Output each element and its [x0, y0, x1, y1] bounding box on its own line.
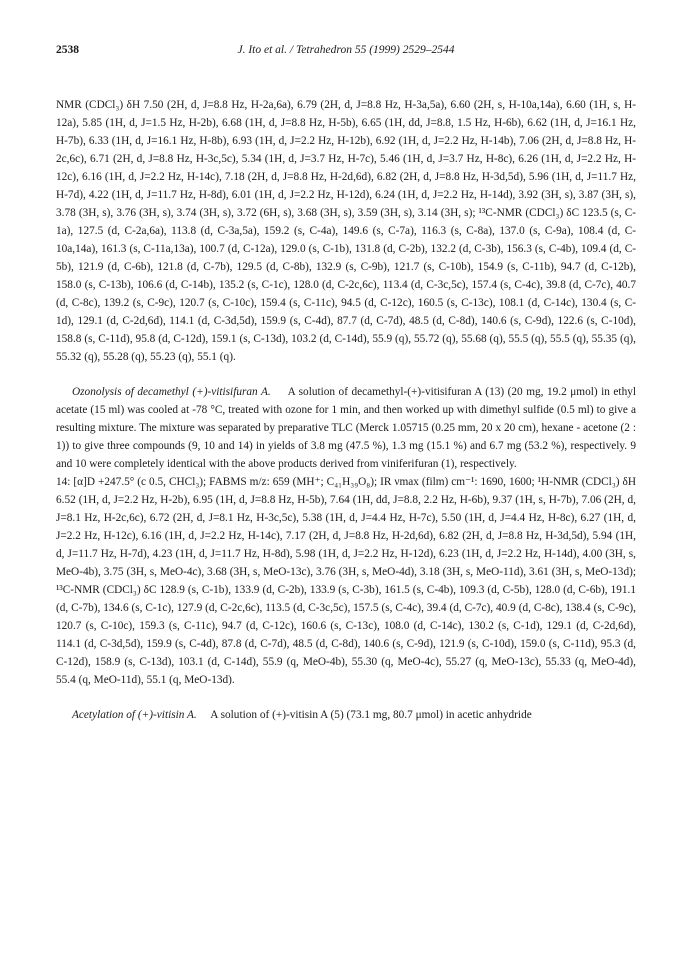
page-number: 2538: [56, 44, 79, 56]
page-header: [56, 44, 636, 60]
acetylation-text: A solution of (+)-vitisin A (5) (73.1 mg, 80.7 μmol) in acetic anhydride: [210, 709, 532, 721]
section-title-acetylation: Acetylation of (+)-vitisin A.: [72, 709, 197, 721]
ozonolysis-text: A solution of decamethyl-(+)-vitisifuran A (13) (20 mg, 19.2 μmol) in ethyl acetate (15 ml) was cooled at -78 °C, treated with ozone for 1 min, and then worked up with dimethyl sulfide (0.5 ml) to give a resulting mixture. The mixture was separated by preparative TLC (Merck 1.05715 (0.25 mm, 20 x 20 cm), hexane - acetone (2 : 1)) to give three compounds (9, 10 and 14) in yields of 3.8 mg (47.5 %), 1.3 mg (15.1 %) and 6.7 mg (53.2 %), respectively. 9 and 10 were completely identical with the above products derived from viniferifuran (1), respectively.: [56, 386, 637, 470]
ozonolysis-paragraph: [56, 383, 636, 473]
acetylation-paragraph: [56, 706, 636, 724]
nmr-data-paragraph: NMR (CDCl₃) δH 7.50 (2H, d, J=8.8 Hz, H-2a,6a), 6.79 (2H, d, J=8.8 Hz, H-3a,5a), 6.60 (2H, s, H-10a,14a), 6.60 (1H, s, H-12a), 5.85 (1H, d, J=1.5 Hz, H-2b), 6.68 (1H, d, J=8.8 Hz, H-5b), 6.65 (1H, dd, J=8.8, 1.5 Hz, H-6b), 6.62 (1H, d, J=16.1 Hz, H-7b), 6.33 (1H, d, J=16.1 Hz, H-8b), 6.93 (1H, d, J=2.2 Hz, H-12b), 6.92 (1H, d, J=2.2 Hz, H-14b), 7.06 (2H, d, J=8.8 Hz, H-2c,6c), 6.71 (2H, d, J=8.8 Hz, H-3c,5c), 5.34 (1H, d, J=3.7 Hz, H-7c), 5.46 (1H, d, J=3.7 Hz, H-8c), 6.26 (1H, d, J=2.2 Hz, H-12c), 6.16 (1H, d, J=2.2 Hz, H-14c), 7.18 (2H, d, J=8.8 Hz, H-2d,6d), 6.82 (2H, d, J=8.8 Hz, H-3d,5d), 5.96 (1H, d, J=11.7 Hz, H-7d), 4.22 (1H, d, J=11.7 Hz, H-8d), 6.01 (1H, d, J=2.2 Hz, H-12d), 6.24 (1H, d, J=2.2 Hz, H-14d), 3.92 (3H, s), 3.87 (3H, s), 3.78 (3H, s), 3.76 (3H, s), 3.74 (3H, s), 3.72 (6H, s), 3.68 (3H, s), 3.59 (3H, s), 3.14 (3H, s); ¹³C-NMR (CDCl₃) δC 123.5 (s, C-1a), 127.5 (d, C-2a,6a), 113.8 (d, C-3a,5a), 159.2 (s, C-4a), 149.6 (s, C-7a), 116.3 (s, C-8a), 137.0 (s, C-9a), 108.4 (d, C-10a,14a), 161.3 (s, C-11a,13a), 100.7 (d, C-12a), 129.0 (s, C-1b), 131.8 (d, C-2b), 132.2 (d, C-3b), 156.3 (s, C-4b), 109.4 (d, C-5b), 121.9 (d, C-6b), 121.8 (d, C-7b), 129.5 (d, C-8b), 132.9 (s, C-9b), 121.7 (s, C-10b), 154.9 (s, C-11b), 94.7 (d, C-12b), 158.0 (s, C-13b), 106.6 (d, C-14b), 135.2 (s, C-1c), 128.0 (d, C-2c,6c), 113.4 (d, C-3c,5c), 157.4 (s, C-4c), 39.8 (d, C-7c), 40.7 (d, C-8c), 139.2 (s, C-9c), 120.7 (s, C-10c), 159.4 (s, C-11c), 94.5 (d, C-12c), 160.5 (s, C-13c), 108.1 (d, C-14c), 130.4 (s, C-1d), 129.1 (d, C-2d,6d), 114.1 (d, C-3d,5d), 159.9 (s, C-4d), 87.7 (d, C-7d), 48.5 (d, C-8d), 140.6 (s, C-9d), 122.6 (s, C-10d), 158.8 (s, C-11d), 95.8 (d, C-12d), 159.1 (s, C-13d), 103.2 (d, C-14d), 55.9 (q), 55.72 (q), 55.68 (q), 55.5 (q), 55.5 (q), 55.35 (q), 55.32 (q), 55.28 (q), 55.23 (q), 55.1 (q).: [56, 99, 636, 363]
article-body: [56, 96, 636, 724]
compound-14-data-paragraph: 14: [α]D +247.5° (c 0.5, CHCl₃); FABMS m/z: 659 (MH⁺; C₄₁H₃₉O₈); IR νmax (film) cm⁻¹: 1690, 1600; ¹H-NMR (CDCl₃) δH 6.52 (1H, d, J=2.2 Hz, H-2b), 6.95 (1H, d, J=8.8 Hz, H-5b), 7.64 (1H, dd, J=8.8, 2.2 Hz, H-6b), 9.37 (1H, s, H-7b), 7.06 (2H, d, J=8.1 Hz, H-2c,6c), 6.72 (2H, d, J=8.1 Hz, H-3c,5c), 5.38 (1H, d, J=4.4 Hz, H-7c), 5.50 (1H, d, J=4.4 Hz, H-8c), 6.27 (1H, d, J=2.2 Hz, H-12c), 6.16 (1H, d, J=2.2 Hz, H-14c), 7.17 (2H, d, J=8.8 Hz, H-2d,6d), 6.82 (2H, d, J=8.8 Hz, H-3d,5d), 5.94 (1H, d, J=11.7 Hz, H-7d), 4.23 (1H, d, J=11.7 Hz, H-8d), 5.98 (1H, d, J=2.2 Hz, H-12d), 6.23 (1H, d, J=2.2 Hz, H-14d), 4.00 (3H, s, MeO-4b), 3.75 (3H, s, MeO-4c), 3.68 (3H, s, MeO-13c), 3.76 (3H, s, MeO-4d), 3.18 (3H, s, MeO-11d), 3.61 (3H, s, MeO-13d); ¹³C-NMR (CDCl₃) δC 128.9 (s, C-1b), 133.9 (d, C-2b), 133.9 (s, C-3b), 161.5 (s, C-4b), 109.3 (d, C-5b), 128.0 (d, C-6b), 191.1 (d, C-7b), 134.6 (s, C-1c), 127.9 (d, C-2c,6c), 113.5 (d, C-3c,5c), 157.5 (s, C-4c), 39.4 (d, C-7c), 40.9 (d, C-8c), 138.4 (s, C-9c), 120.7 (s, C-10c), 159.3 (s, C-11c), 94.7 (d, C-12c), 160.6 (s, C-13c), 108.0 (d, C-14c), 130.2 (s, C-1d), 129.1 (d, C-2d,6d), 114.1 (d, C-3d,5d), 159.9 (s, C-4d), 87.8 (d, C-7d), 48.5 (d, C-8d), 140.6 (s, C-9d), 121.9 (s, C-10d), 159.0 (s, C-11d), 95.3 (d, C-12d), 158.9 (s, C-13d), 103.1 (d, C-14d), 55.9 (q, MeO-4b), 55.30 (q, MeO-4c), 55.27 (q, MeO-13c), 55.33 (q, MeO-4d), 55.4 (q, MeO-11d), 55.1 (q, MeO-13d).: [56, 476, 636, 686]
section-title-ozonolysis: Ozonolysis of decamethyl (+)-vitisifuran A.: [72, 386, 271, 398]
journal-citation: J. Ito et al. / Tetrahedron 55 (1999) 2529–2544: [237, 44, 455, 56]
